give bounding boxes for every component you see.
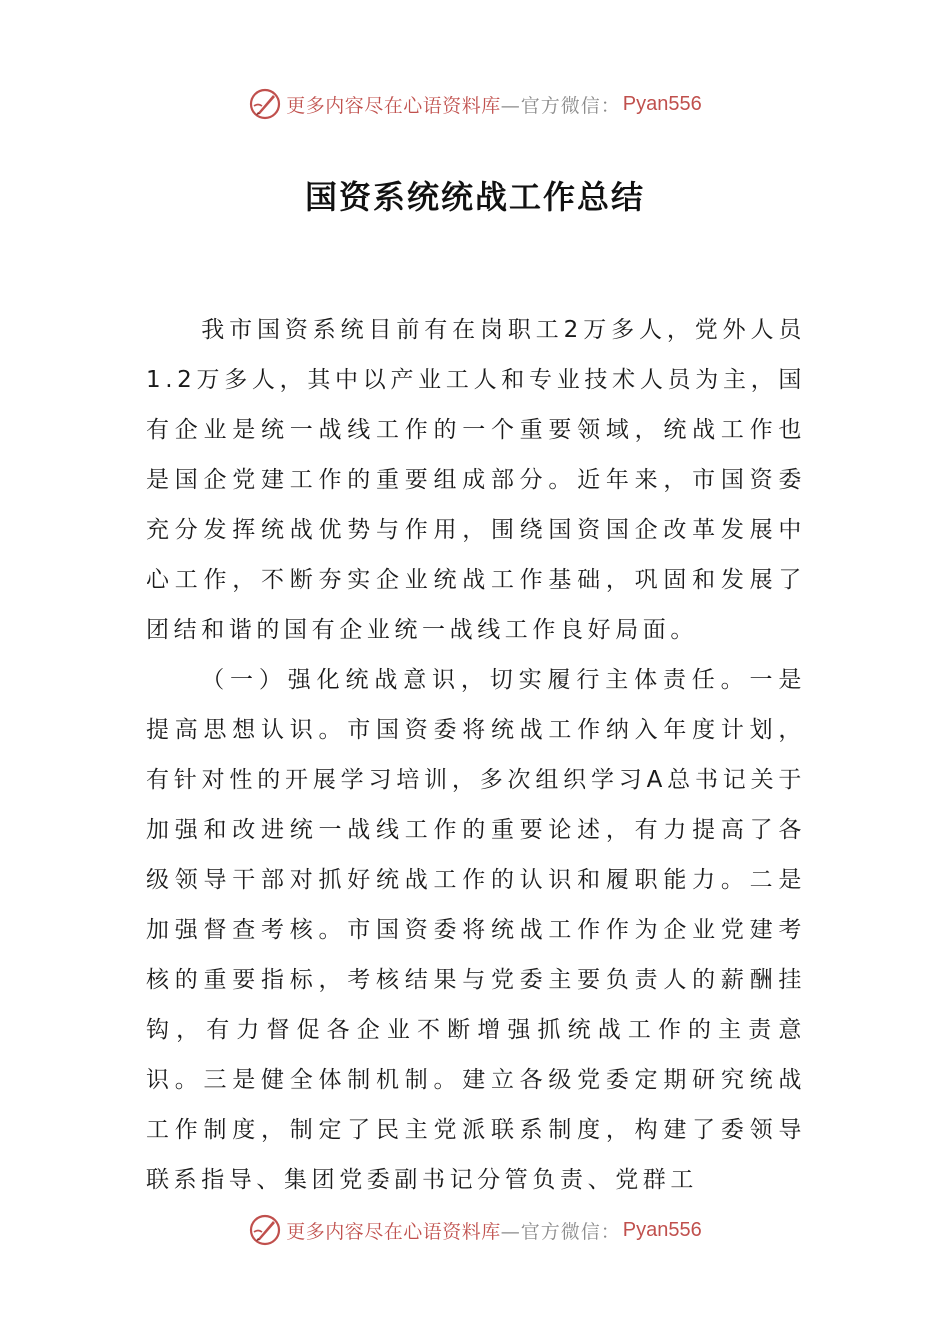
paragraph-section-1: （一）强化统战意识，切实履行主体责任。一是提高思想认识。市国资委将统战工作纳入年度计划，有针对性的开展学习培训，多次组织学习A总书记关于加强和改进统一战线工作的重要论述，有力提高了各级领导干部对抓好统战工作的认识和履职能力。二是加强督查考核。市国资委将统战工作作为企业党建考核的重要指标，考核结果与党委主要负责人的薪酬挂钩，有力督促各企业不断增强抓统战工作的主责意识。三是健全体制机制。建立各级党委定期研究统战工作制度，制定了民主党派联系制度，构建了委领导联系指导、集团党委副书记分管负责、党群工 xyxy=(146,667,806,1193)
quill-pen-icon xyxy=(248,87,282,121)
footer-banner xyxy=(0,1210,950,1250)
quill-pen-icon xyxy=(248,1213,282,1247)
wechat-id: Pyan556 xyxy=(622,1218,702,1241)
document-title: 国资系统统战工作总结 xyxy=(304,178,645,216)
wechat-label: —官方微信： xyxy=(500,1220,621,1243)
promo-text: 更多内容尽在心语资料库 xyxy=(286,1220,501,1243)
header-banner xyxy=(0,84,950,124)
wechat-id: Pyan556 xyxy=(622,92,702,115)
document-body xyxy=(146,305,806,1205)
paragraph-intro: 我市国资系统目前有在岗职工2万多人，党外人员1.2万多人，其中以产业工人和专业技术人员为主，国有企业是统一战线工作的一个重要领域，统战工作也是国企党建工作的重要组成部分。近年来，市国资委充分发挥统战优势与作用，围绕国资国企改革发展中心工作，不断夯实企业统战工作基础，巩固和发展了团结和谐的国有企业统一战线工作良好局面。 xyxy=(146,317,806,643)
wechat-label: —官方微信： xyxy=(500,94,621,117)
promo-text: 更多内容尽在心语资料库 xyxy=(286,94,501,117)
